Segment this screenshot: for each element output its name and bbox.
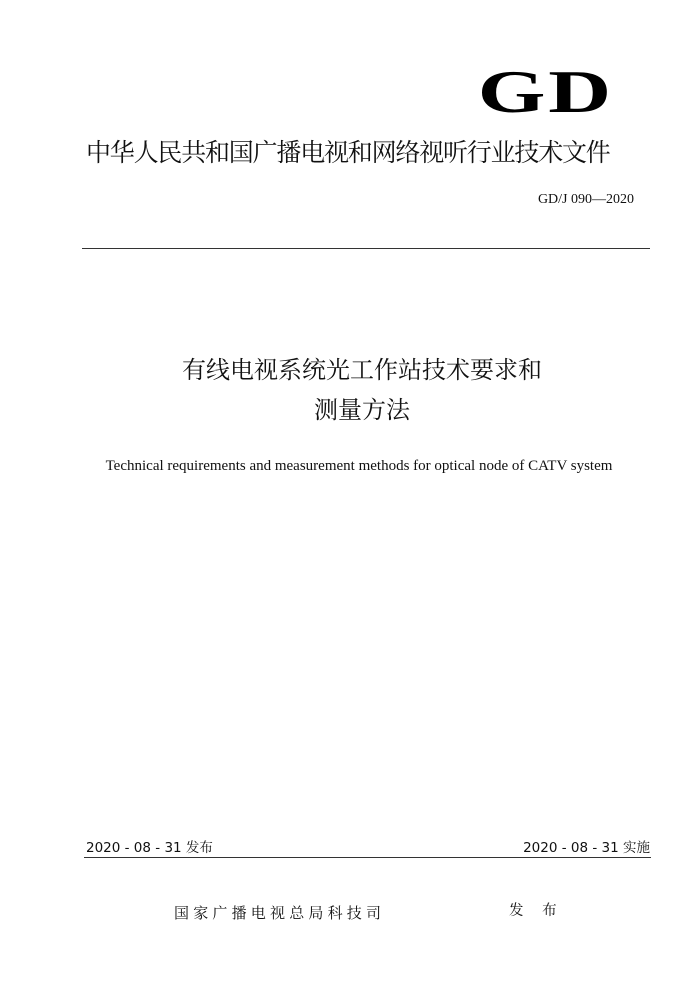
publish-label: 发 布 [509,903,564,919]
implementation-date: 2020 - 08 - 31 实施 [523,840,650,856]
english-title: Technical requirements and measurement methods for optical node of CATV system [105,458,613,474]
issue-date: 2020 - 08 - 31 发布 [86,840,213,856]
issuing-authority: 国家广播电视总局科技司 [174,904,386,922]
document-title [0,350,700,430]
gd-logo: GD [477,59,614,125]
document-code: GD/J 090—2020 [537,192,634,207]
title-line-2: 测量方法 [314,396,410,424]
bottom-divider [84,857,651,858]
organization-line: 中华人民共和国广播电视和网络视听行业技术文件 [86,138,610,167]
title-line-1: 有线电视系统光工作站技术要求和 [182,356,542,384]
top-divider [82,248,650,249]
